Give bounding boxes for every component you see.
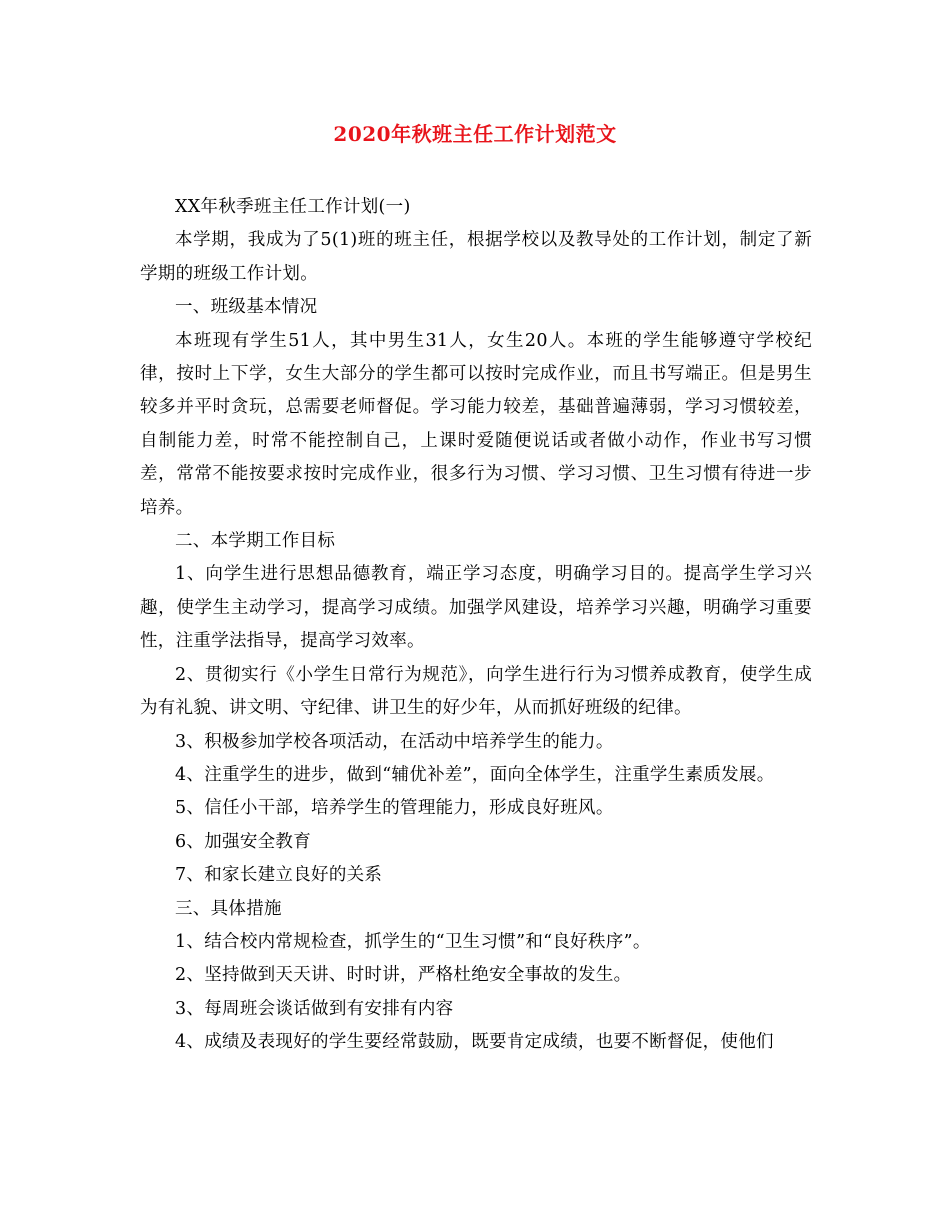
list-item: 4、成绩及表现好的学生要经常鼓励，既要肯定成绩，也要不断督促，使他们 xyxy=(175,1032,774,1053)
list-item: 2、贯彻实行《小学生日常行为规范》，向学生进行行为习惯养成教育，使学生成为有礼貌、讲文明、守纪律、讲卫生的好少年，从而抓好班级的纪律。 xyxy=(140,664,812,719)
list-item: 1、结合校内常规检查，抓学生的“卫生习惯”和“良好秩序”。 xyxy=(175,931,651,952)
section-heading: 三、具体措施 xyxy=(175,898,282,919)
list-item: 2、坚持做到天天讲、时时讲，严格杜绝安全事故的发生。 xyxy=(175,965,632,986)
document-title: 2020年秋班主任工作计划范文 xyxy=(333,122,617,146)
list-item: 7、和家长建立良好的关系 xyxy=(175,865,383,886)
list-item: 4、注重学生的进步，做到“辅优补差”，面向全体学生，注重学生素质发展。 xyxy=(175,764,775,785)
section-heading: 一、班级基本情况 xyxy=(175,297,318,318)
list-item: 1、向学生进行思想品德教育，端正学习态度，明确学习目的。提高学生学习兴趣，使学生主动学习，提高学习成绩。加强学风建设，培养学习兴趣，明确学习重要性，注重学法指导，提高学习效率。 xyxy=(140,564,812,652)
section-heading: 二、本学期工作目标 xyxy=(175,531,336,552)
list-item: 5、信任小干部，培养学生的管理能力，形成良好班风。 xyxy=(175,798,614,819)
list-item: 3、积极参加学校各项活动，在活动中培养学生的能力。 xyxy=(175,731,614,752)
paragraph: 本学期，我成为了5(1)班的班主任，根据学校以及教导处的工作计划，制定了新学期的班级工作计划。 xyxy=(140,230,812,284)
list-item: 6、加强安全教育 xyxy=(175,831,312,852)
paragraph: XX年秋季班主任工作计划(一) xyxy=(175,197,411,217)
list-item: 3、每周班会谈话做到有安排有内容 xyxy=(175,998,454,1019)
paragraph: 本班现有学生51人，其中男生31人，女生20人。本班的学生能够遵守学校纪律，按时上下学，女生大部分的学生都可以按时完成作业，而且书写端正。但是男生较多并平时贪玩，总需要老师督促。学习能力较差，基础普遍薄弱，学习习惯较差，自制能力差，时常不能控制自己，上课时爱随便说话或者做小动作，作业书写习惯差，常常不能按要求按时完成作业，很多行为习惯、学习习惯、卫生习惯有待进一步培养。 xyxy=(140,330,812,518)
document-body xyxy=(140,191,812,1060)
